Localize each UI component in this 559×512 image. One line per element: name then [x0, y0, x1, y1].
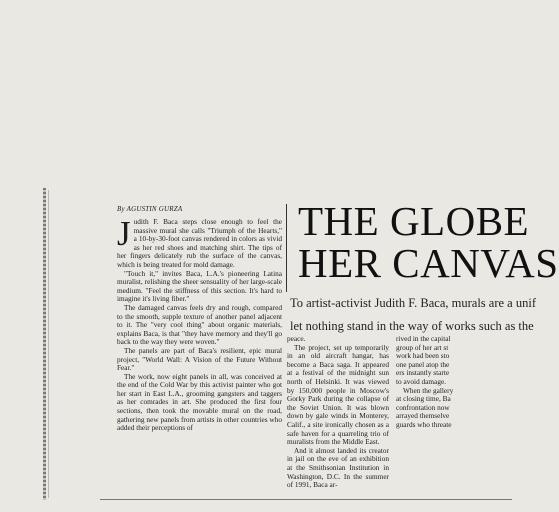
scanner-edge [43, 188, 46, 500]
paragraph: "Touch it," invites Baca, L.A.'s pioneering Latina muralist, relishing the sheer sensuality of her large-scale medium. "Feel the stiffness of this section. It's hard to imagine it's living fiber." [117, 268, 282, 304]
col3-line: ers instantly starte [396, 368, 450, 378]
deck-line-2: let nothing stand in the way of works such as the [290, 319, 534, 333]
headline-line-1: THE GLOBE [298, 198, 530, 244]
col3-line: When the gallery [403, 385, 454, 395]
col3-line: group of her art st [396, 342, 449, 352]
paragraph: The panels are part of Baca's resilient, epic mural project, "World Wall: A Vision of the Future Without Fear." [117, 345, 282, 373]
col3-line: one panel atop the [396, 359, 450, 369]
byline: By AGUSTIN GURZA [117, 205, 183, 213]
paragraph: peace. [287, 334, 306, 343]
col3-line: work had been sto [396, 351, 450, 361]
paragraph: Judith F. Baca steps close enough to feel the massive mural she calls "Triumph of the Hearts," a 10-by-30-foot canvas rendered in colors as vivid as her red shoes and matching shirt. The tips of her fingers delicately rub the surface of the canvas, which is being treated for mold damage. [117, 214, 282, 269]
deck-subheadline [290, 292, 536, 338]
headline-line-2: HER CANVAS [298, 240, 559, 286]
paragraph: The work, now eight panels in all, was conceived at the end of the Cold War by this activist painter who got her start in East L.A., grooming gangsters and taggers as her comrades in art. She produced the first four sections, then took the movable mural on the road, gathering new panels from artists in other countries who added their perceptions of [117, 371, 282, 433]
article-column-3 [396, 335, 516, 430]
col3-line: guards who threate [396, 419, 452, 429]
col3-line: at closing time, Ba [396, 394, 451, 404]
col3-line: rived in the capital [396, 334, 451, 343]
article-column-2 [287, 335, 389, 490]
article-column-1 [117, 214, 282, 433]
paragraph: The project, set up temporarily in an old aircraft hangar, has become a Baca saga. It appeared at a festival of the midnight sun north of Helsinki. It was viewed by 150,000 people in Moscow's Gorky Park during the collapse of the Soviet Union. It was blown down by gale winds in Monterey, Calif., a site ironically chosen as a safe haven for a quarreling trio of muralists from the Middle East. [287, 342, 389, 447]
drop-cap: J [117, 214, 131, 253]
col3-line: arrayed themselve [396, 411, 450, 421]
scanner-edge-line [48, 190, 49, 498]
paragraph: The damaged canvas feels dry and rough, compared to the smooth, supple texture of another panel adjacent to it. The "very cool thing" about organic materials, explains Baca, is that "they have memory and they'll go back to the way they were woven." [117, 302, 282, 347]
deck-line-1: To artist-activist Judith F. Baca, murals are a unif [290, 296, 536, 310]
page-bottom-edge [100, 499, 512, 500]
column-rule [286, 204, 287, 292]
col3-line: confrontation now [396, 402, 450, 412]
paragraph: And it almost landed its creator in jail on the eve of an exhibition at the Smithsonian Institution in Washington, D.C. In the summer of 1991, Baca ar- [287, 445, 389, 490]
col3-line: to avoid damage. [396, 376, 447, 386]
headline [298, 200, 559, 284]
